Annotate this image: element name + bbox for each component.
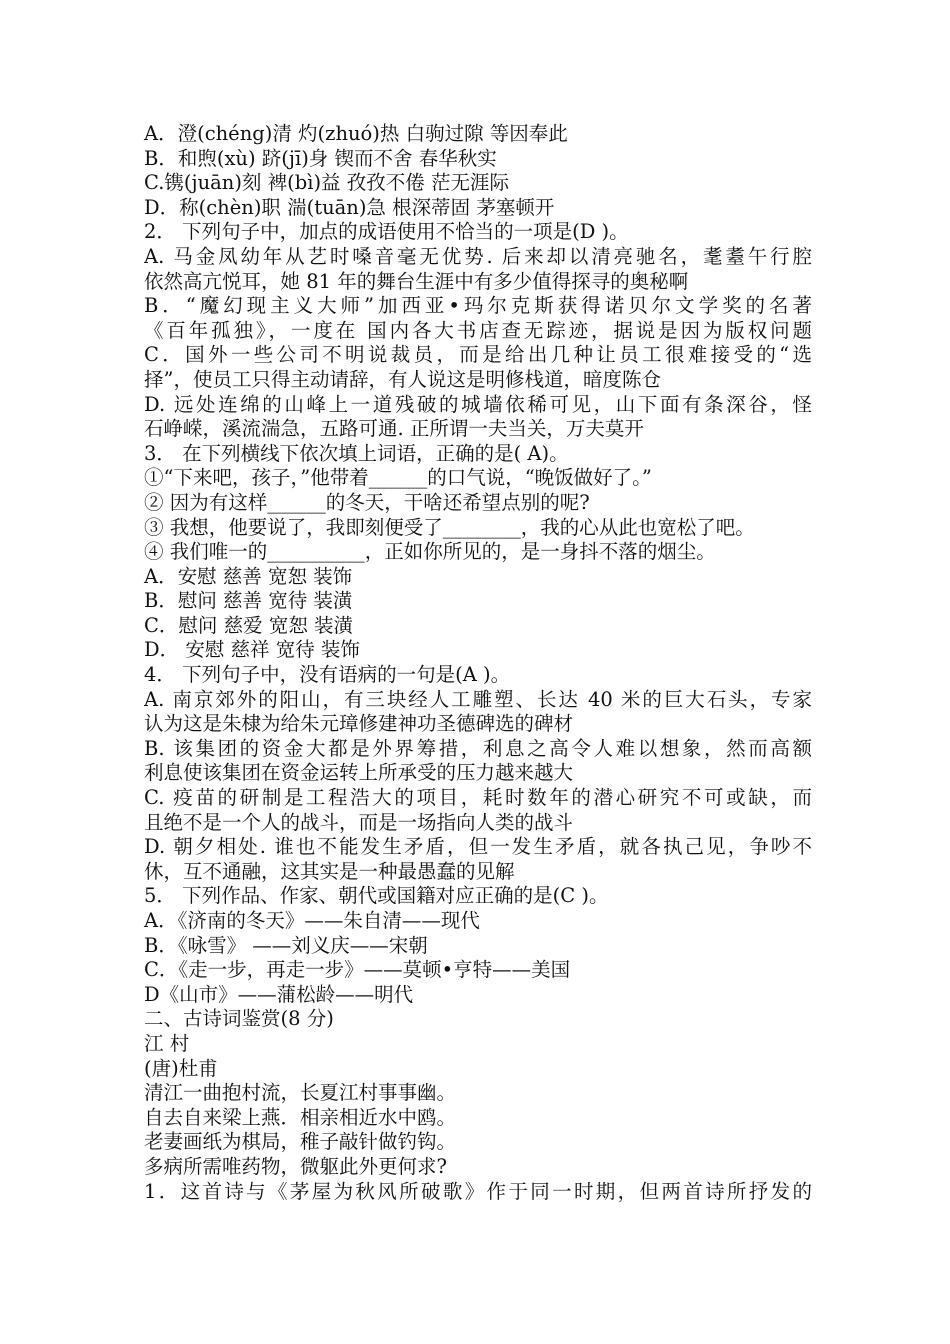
question-3-sentence-3: ③ 我想，他要说了，我即刻便受了________，我的心从此也宽松了吧。 [144,515,755,539]
question-2-option-d-line-2: 石峥嵘，溪流湍急，五路可通. 正所谓一夫当关，万夫莫开 [144,417,644,441]
poem-line-4: 多病所需唯药物，微躯此外更何求? [144,1154,447,1178]
poem-line-1: 清江一曲抱村流，长夏江村事事幽。 [144,1081,457,1105]
question-3-sentence-4: ④ 我们唯一的__________，正如你所见的，是一身抖不落的烟尘。 [144,540,716,564]
question-2-stem: 2． 下列句子中，加点的成语使用不恰当的一项是(D )。 [144,220,629,244]
question-3-option-a: A．安慰 慈善 宽恕 装饰 [144,564,353,588]
section-2-heading: 二、古诗词鉴赏(8 分) [144,1007,334,1031]
question-3-option-d: D． 安慰 慈祥 宽待 装饰 [144,638,360,662]
question-5-option-d: D《山市》——蒲松龄——明代 [144,982,414,1006]
question-5-option-a: A．《济南的冬天》——朱自清——现代 [144,909,480,932]
question-4-option-b-line-2: 利息使该集团在资金运转上所承受的压力越来越大 [144,761,574,785]
question-3-stem: 3． 在下列横线下依次填上词语，正确的是( A)。 [144,441,569,465]
question-2-option-c-line-2: 择”，使员工只得主动请辞，有人说这是明修栈道，暗度陈仓 [144,367,661,391]
question-4-option-c-line-2: 且绝不是一个人的战斗，而是一场指向人类的战斗 [144,810,574,834]
poem-author: (唐)杜甫 [144,1056,218,1080]
question-4-option-a-line-1: A. 南京郊外的阳山，有三块经人工雕塑、长达 40 米的巨大石头，专家 [144,687,812,711]
question-4-option-d-line-1: D. 朝夕相处. 谁也不能发生矛盾，但一发生矛盾，就各执己见，争吵不 [144,835,812,859]
question-2-option-b-line-1: B．“魔幻现主义大师”加西亚•玛尔克斯获得诺贝尔文学奖的名著 [144,294,812,318]
question-2-option-d-line-1: D. 远处连绵的山峰上一道残破的城墙依稀可见，山下面有条深谷，怪 [144,392,812,416]
question-2-option-c-line-1: C．国外一些公司不明说裁员，而是给出几种让员工很难接受的“选 [144,343,812,367]
question-1-option-b: B．和煦(xù) 跻(jī)身 锲而不舍 春华秋实 [144,146,497,170]
question-4-stem: 4． 下列句子中，没有语病的一句是(A )。 [144,663,511,687]
question-3-option-c: C．慰问 慈爱 宽恕 装潢 [144,613,354,637]
question-4-option-a-line-2: 认为这是朱棣为给朱元璋修建神功圣德碑选的碑材 [144,712,574,736]
poem-question-1: 1．这首诗与《茅屋为秋风所破歌》作于同一时期，但两首诗所抒发的 [144,1179,812,1203]
question-5-stem: 5． 下列作品、作家、朝代或国籍对应正确的是(C )。 [144,884,609,908]
question-3-option-b: B．慰问 慈善 宽待 装潢 [144,589,353,613]
question-5-option-c: C．《走一步，再走一步》——莫顿•亨特——美国 [144,958,571,982]
question-3-sentence-2: ② 因为有这样______的冬天，干啥还希望点别的呢? [144,490,590,514]
question-2-option-a-line-1: A. 马金凤幼年从艺时嗓音毫无优势. 后来却以清亮驰名，耄耋午行腔 [144,244,812,268]
question-2-option-b-line-2: 《百年孤独》，一度在 国内各大书店查无踪迹，据说是因为版权问题 [144,318,812,342]
question-5-option-b: B．《咏雪》 ——刘义庆——宋朝 [144,933,428,957]
document-page [144,122,812,1204]
question-4-option-d-line-2: 休，互不通融，这其实是一种最愚蠢的见解 [144,859,515,883]
question-1-option-c: C.镌(juān)刻 裨(bì)益 孜孜不倦 茫无涯际 [144,171,509,195]
question-1-option-a: A．澄(chéng)清 灼(zhuó)热 白驹过隙 等因奉此 [144,122,568,145]
question-3-sentence-1: ①“下来吧，孩子，”他带着______的口气说，“晚饭做好了。” [144,466,652,490]
poem-title: 江 村 [144,1031,190,1055]
poem-line-3: 老妻画纸为棋局，稚子敲针做钓钩。 [144,1130,457,1154]
question-4-option-b-line-1: B. 该集团的资金大都是外界筹措，利息之高令人难以想象，然而高额 [144,736,812,760]
question-4-option-c-line-1: C. 疫苗的研制是工程浩大的项目，耗时数年的潜心研究不可或缺，而 [144,786,812,810]
question-1-option-d: D．称(chèn)职 湍(tuān)急 根深蒂固 茅塞顿开 [144,195,555,219]
poem-line-2: 自去自来梁上燕．相亲相近水中鸥。 [144,1105,457,1129]
question-2-option-a-line-2: 依然高亢悦耳，她 81 年的舞台生涯中有多少值得探寻的奥秘啊 [144,269,689,293]
